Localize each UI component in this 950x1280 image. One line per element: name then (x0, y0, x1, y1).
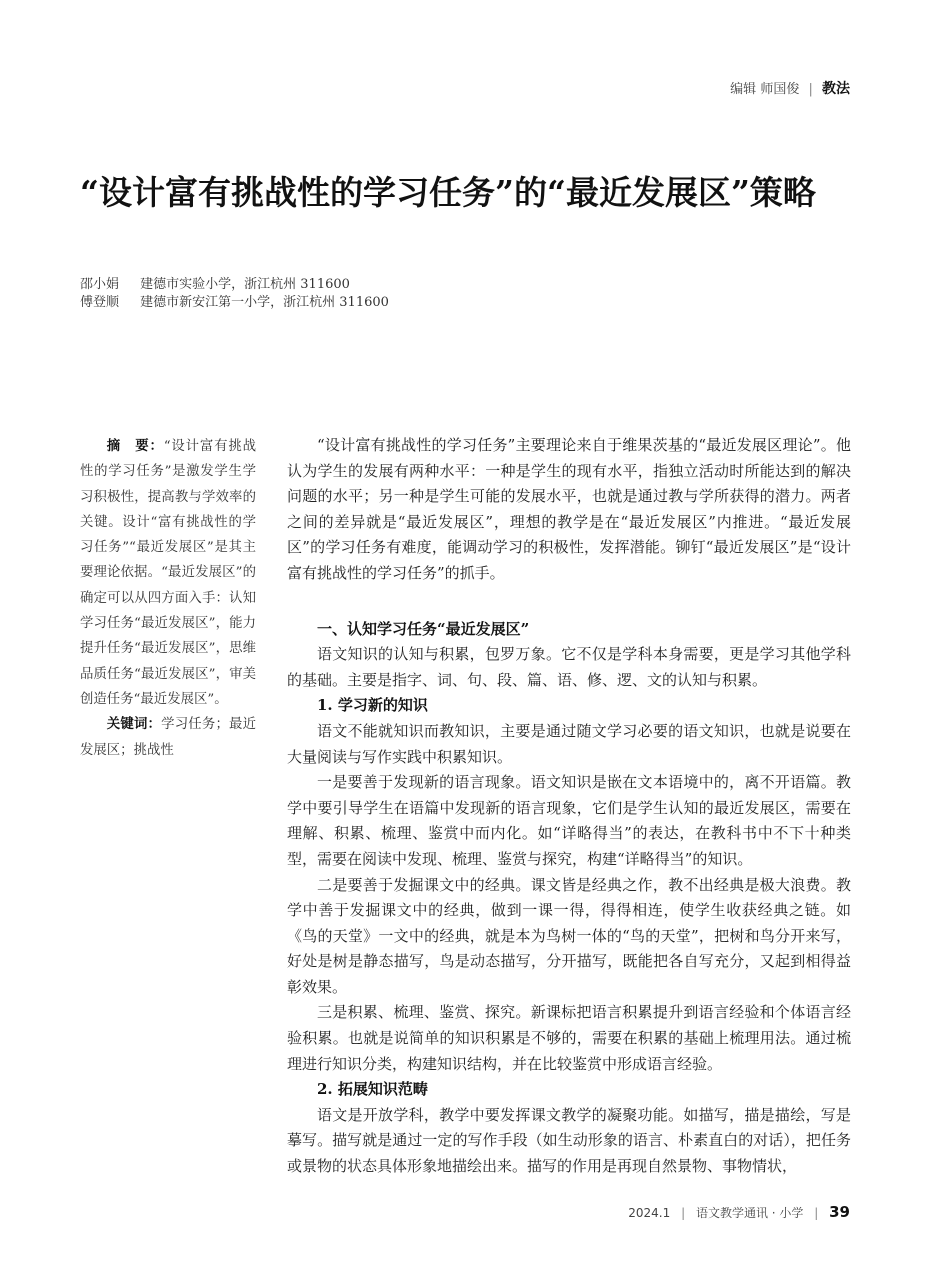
journal-name: 语文教学通讯 · 小学 (695, 1206, 804, 1220)
author-line (80, 294, 389, 312)
author-affiliation: 建德市实验小学，浙江杭州 311600 (140, 277, 350, 292)
subsection-1-paragraph-2: 一是要善于发现新的语言现象。语文知识是嵌在文本语境中的，离不开语篇。教学中要引导学生在语篇中发现新的语言现象，它们是学生认知的最近发展区，需要在理解、积累、梳理、鉴赏中而内化。如“详略得当”的表达，在教科书中不下十种类型，需要在阅读中发现、梳理、鉴赏与探究，构建“详略得当”的知识。 (287, 773, 851, 868)
footer-separator: | (681, 1206, 686, 1220)
subsection-heading-2: 2. 拓展知识范畴 (317, 1080, 428, 1099)
article-title: “设计富有挑战性的学习任务”的“最近发展区”策略 (80, 173, 816, 212)
subsection-heading-1: 1. 学习新的知识 (317, 696, 428, 715)
author-list (80, 276, 389, 312)
abstract-label: 摘 要： (106, 438, 164, 454)
author-line (80, 276, 389, 294)
keywords-text: 学习任务；最近发展区；挑战性 (80, 717, 257, 758)
issue-number: 2024.1 (628, 1206, 671, 1220)
section-heading-1: 一、认知学习任务“最近发展区” (317, 619, 530, 638)
article-body (287, 433, 851, 1180)
keywords-label: 关键词： (106, 716, 162, 733)
subsection-1-paragraph-3: 二是要善于发掘课文中的经典。课文皆是经典之作，教不出经典是极大浪费。教学中善于发掘课文中的经典，做到一课一得，得得相连，使学生收获经典之链。如《鸟的天堂》一文中的经典，就是本为鸟树一体的“鸟的天堂”，把树和鸟分开来写，好处是树是静态描写，鸟是动态描写，分开描写，既能把各自写充分，又起到相得益彰效果。 (287, 875, 851, 996)
section-name: 教法 (822, 81, 850, 97)
running-footer (628, 1203, 850, 1221)
editor-label: 编辑 (730, 82, 757, 97)
abstract-text: “设计富有挑战性的学习任务”是激发学生学习积极性，提高教与学效率的关键。设计“富有挑战性的学习任务”“最近发展区”是其主要理论依据。“最近发展区”的确定可以从四方面入手：认知学习任务“最近发展区”，能力提升任务“最近发展区”，思维品质任务“最近发展区”，审美创造任务“最近发展区”。 (80, 439, 256, 707)
page-number: 39 (829, 1203, 850, 1221)
author-name: 傅登顺 (80, 295, 120, 310)
subsection-1-paragraph-1: 语文不能就知识而教知识，主要是通过随文学习必要的语文知识，也就是说要在大量阅读与写作实践中积累知识。 (287, 721, 851, 766)
subsection-1-paragraph-4: 三是积累、梳理、鉴赏、探究。新课标把语言积累提升到语言经验和个体语言经验积累。也就是说简单的知识积累是不够的，需要在积累的基础上梳理用法。通过梳理进行知识分类，构建知识结构，并在比较鉴赏中形成语言经验。 (287, 1003, 851, 1073)
header-separator: | (808, 82, 813, 97)
author-affiliation: 建德市新安江第一小学，浙江杭州 311600 (140, 295, 389, 310)
running-header (730, 78, 850, 98)
author-name: 邵小娟 (80, 277, 120, 292)
keywords-paragraph (80, 712, 256, 763)
intro-paragraph: “设计富有挑战性的学习任务”主要理论来自于维果茨基的“最近发展区理论”。他认为学生的发展有两种水平：一种是学生的现有水平，指独立活动时所能达到的解决问题的水平；另一种是学生可能的发展水平，也就是通过教与学所获得的潜力。两者之间的差异就是“最近发展区”，理想的教学是在“最近发展区”内推进。“最近发展区”的学习任务有难度，能调动学习的积极性，发挥潜能。铆钉“最近发展区”是“设计富有挑战性的学习任务”的抓手。 (287, 436, 851, 582)
abstract-column (80, 434, 256, 763)
editor-name: 师国俊 (760, 82, 800, 97)
footer-separator: | (814, 1206, 819, 1220)
section-1-paragraph: 语文知识的认知与积累，包罗万象。它不仅是学科本身需要，更是学习其他学科的基础。主要是指字、词、句、段、篇、语、修、逻、文的认知与积累。 (287, 645, 851, 689)
subsection-2-paragraph-1: 语文是开放学科，教学中要发挥课文教学的凝聚功能。如描写，描是描绘，写是摹写。描写就是通过一定的写作手段（如生动形象的语言、朴素直白的对话），把任务或景物的状态具体形象地描绘出来。描写的作用是再现自然景物、事物情状， (287, 1105, 851, 1176)
abstract-paragraph (80, 434, 256, 712)
